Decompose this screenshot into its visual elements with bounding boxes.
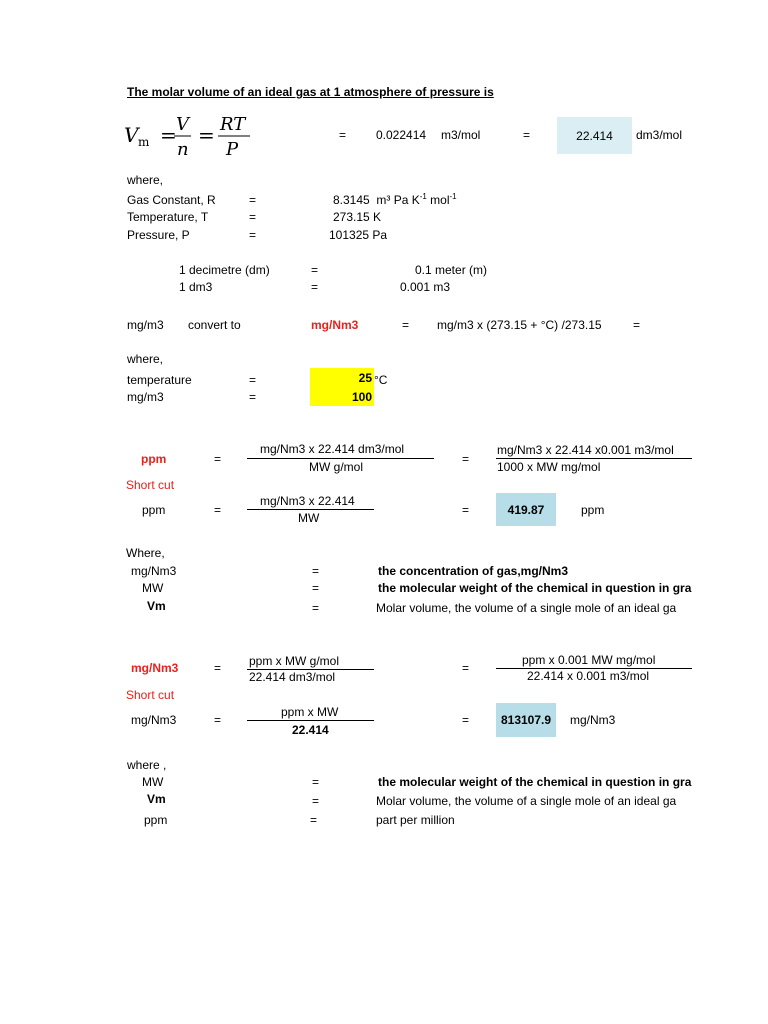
mgnm3-num1: ppm x MW g/mol <box>249 654 340 668</box>
const-label-r: Gas Constant, R <box>127 193 216 207</box>
def1-desc-vm: Molar volume, the volume of a single mole of an ideal ga <box>376 601 677 615</box>
convert-eq1: = <box>402 318 410 332</box>
const-value-r: 8.3145 m³ Pa $K^{-1}$ mol$^{-1}$ <box>333 192 457 207</box>
mgnm3-result-unit: mg/Nm3 <box>570 713 616 727</box>
ppm-result-cell[interactable]: 419.87 <box>496 493 556 526</box>
ppm-shortcut-label: Short cut <box>126 478 175 492</box>
ppm-sc-num: mg/Nm3 x 22.414 <box>260 494 355 508</box>
const-eq-p: = <box>249 228 257 242</box>
const-eq-t: = <box>249 210 257 224</box>
conv-right-1: 0.1 meter (m) <box>415 263 488 277</box>
molar-volume-formula <box>124 112 254 162</box>
svg-text:=: = <box>160 123 177 147</box>
formula-p: P <box>226 139 239 160</box>
formula-vm: V <box>124 123 139 147</box>
const-eq-r: = <box>249 193 257 207</box>
mgnm3-eq1: = <box>214 661 222 675</box>
ppm-sc-eq2: = <box>462 503 470 517</box>
molar-result-cell[interactable]: 22.414 <box>557 117 632 154</box>
convert-from: mg/m3 <box>127 318 164 332</box>
def2-term-vm: Vm <box>147 792 166 806</box>
where-label-4: where , <box>127 758 167 772</box>
ppm-eq2: = <box>462 452 470 466</box>
ppm-num2: mg/Nm3 x 22.414 x0.001 m3/mol <box>497 443 674 457</box>
ppm-num1: mg/Nm3 x 22.414 dm3/mol <box>260 442 405 456</box>
formula-n: n <box>177 139 189 160</box>
mgnm3-sc-num: ppm x MW <box>281 705 339 719</box>
molar-value: 0.022414 <box>376 128 427 142</box>
formula-vm-sub: m <box>138 135 150 149</box>
where-label-2: where, <box>127 352 164 366</box>
mgnm3-den1: 22.414 dm3/mol <box>249 670 336 684</box>
ppm-fraction-bar-2 <box>496 458 692 459</box>
mgnm3-sc-label: mg/Nm3 <box>131 713 177 727</box>
convert-expr: mg/m3 x (273.15 + °C) /273.15 <box>437 318 602 332</box>
convert-eq2: = <box>633 318 641 332</box>
def2-term-ppm: ppm <box>144 813 168 827</box>
mgnm3-sc-eq2: = <box>462 713 470 727</box>
svg-text:=: = <box>198 123 215 147</box>
input-unit-temp: °C <box>374 373 388 387</box>
ppm-fraction-bar-1 <box>247 458 434 459</box>
ppm-sc-fraction-bar <box>247 509 374 510</box>
def1-eq-mgnm3: = <box>312 564 320 578</box>
def2-eq-ppm: = <box>310 813 318 827</box>
ppm-sc-den: MW <box>298 511 320 525</box>
formula-rt: RT <box>220 114 246 135</box>
def1-term-mgnm3: mg/Nm3 <box>131 564 177 578</box>
def1-desc-mw: the molecular weight of the chemical in question in gra <box>378 581 692 595</box>
ppm-den2: 1000 x MW mg/mol <box>497 460 601 474</box>
mgnm3-shortcut-label: Short cut <box>126 688 175 702</box>
const-value-p: 101325 Pa <box>329 228 388 242</box>
ppm-sc-label: ppm <box>142 503 166 517</box>
def1-term-mw: MW <box>142 581 164 595</box>
input-label-mgm3: mg/m3 <box>127 390 164 404</box>
mgnm3-den2: 22.414 x 0.001 m3/mol <box>527 669 650 683</box>
def1-desc-mgnm3: the concentration of gas,mg/Nm3 <box>378 564 569 578</box>
conv-left-2: 1 dm3 <box>179 280 213 294</box>
mgnm3-sc-fraction-bar <box>247 720 374 721</box>
input-eq-temp: = <box>249 373 257 387</box>
def2-eq-vm: = <box>312 794 320 808</box>
ppm-den1: MW g/mol <box>309 460 363 474</box>
input-label-temp: temperature <box>127 373 192 387</box>
mgnm3-eq2: = <box>462 661 470 675</box>
gas-constant-value: 8.3145 <box>333 193 370 207</box>
mgnm3-sc-eq1: = <box>214 713 222 727</box>
def2-term-mw: MW <box>142 775 164 789</box>
mgnm3-sc-den: 22.414 <box>292 723 329 737</box>
page-title: The molar volume of an ideal gas at 1 atmosphere of pressure is <box>127 85 494 99</box>
molar-eq2: = <box>523 128 531 142</box>
def2-desc-mw: the molecular weight of the chemical in question in gra <box>378 775 692 789</box>
mgnm3-result-cell[interactable]: 813107.9 <box>496 703 556 737</box>
convert-verb: convert to <box>188 318 241 332</box>
ppm-label: ppm <box>141 452 167 466</box>
input-eq-mgm3: = <box>249 390 257 404</box>
const-label-t: Temperature, T <box>127 210 209 224</box>
gas-constant-unit: m³ Pa K <box>376 193 420 207</box>
formula-v: V <box>176 114 189 135</box>
def1-eq-vm: = <box>312 601 320 615</box>
molar-eq1: = <box>339 128 347 142</box>
def2-desc-ppm: part per million <box>376 813 455 827</box>
const-label-p: Pressure, P <box>127 228 190 242</box>
molar-result-unit: dm3/mol <box>636 128 683 142</box>
ppm-result-unit: ppm <box>581 503 605 517</box>
def2-desc-vm: Molar volume, the volume of a single mole of an ideal ga <box>376 794 677 808</box>
ppm-eq1: = <box>214 452 222 466</box>
where-label-1: where, <box>127 173 164 187</box>
molar-unit: m3/mol <box>441 128 481 142</box>
conv-eq-1: = <box>311 263 319 277</box>
def2-eq-mw: = <box>312 775 320 789</box>
convert-to: mg/Nm3 <box>311 318 359 332</box>
def1-term-vm: Vm <box>147 599 166 613</box>
conv-right-2: 0.001 m3 <box>400 280 451 294</box>
def1-eq-mw: = <box>312 581 320 595</box>
conv-eq-2: = <box>311 280 319 294</box>
mgm3-input-cell[interactable]: 100 <box>310 387 374 406</box>
const-value-t: 273.15 K <box>333 210 382 224</box>
mgnm3-label: mg/Nm3 <box>131 661 179 675</box>
conv-left-1: 1 decimetre (dm) <box>179 263 270 277</box>
temperature-input-cell[interactable]: 25 <box>310 368 374 387</box>
ppm-sc-eq1: = <box>214 503 222 517</box>
mgnm3-num2: ppm x 0.001 MW mg/mol <box>522 653 656 667</box>
where-label-3: Where, <box>126 546 165 560</box>
